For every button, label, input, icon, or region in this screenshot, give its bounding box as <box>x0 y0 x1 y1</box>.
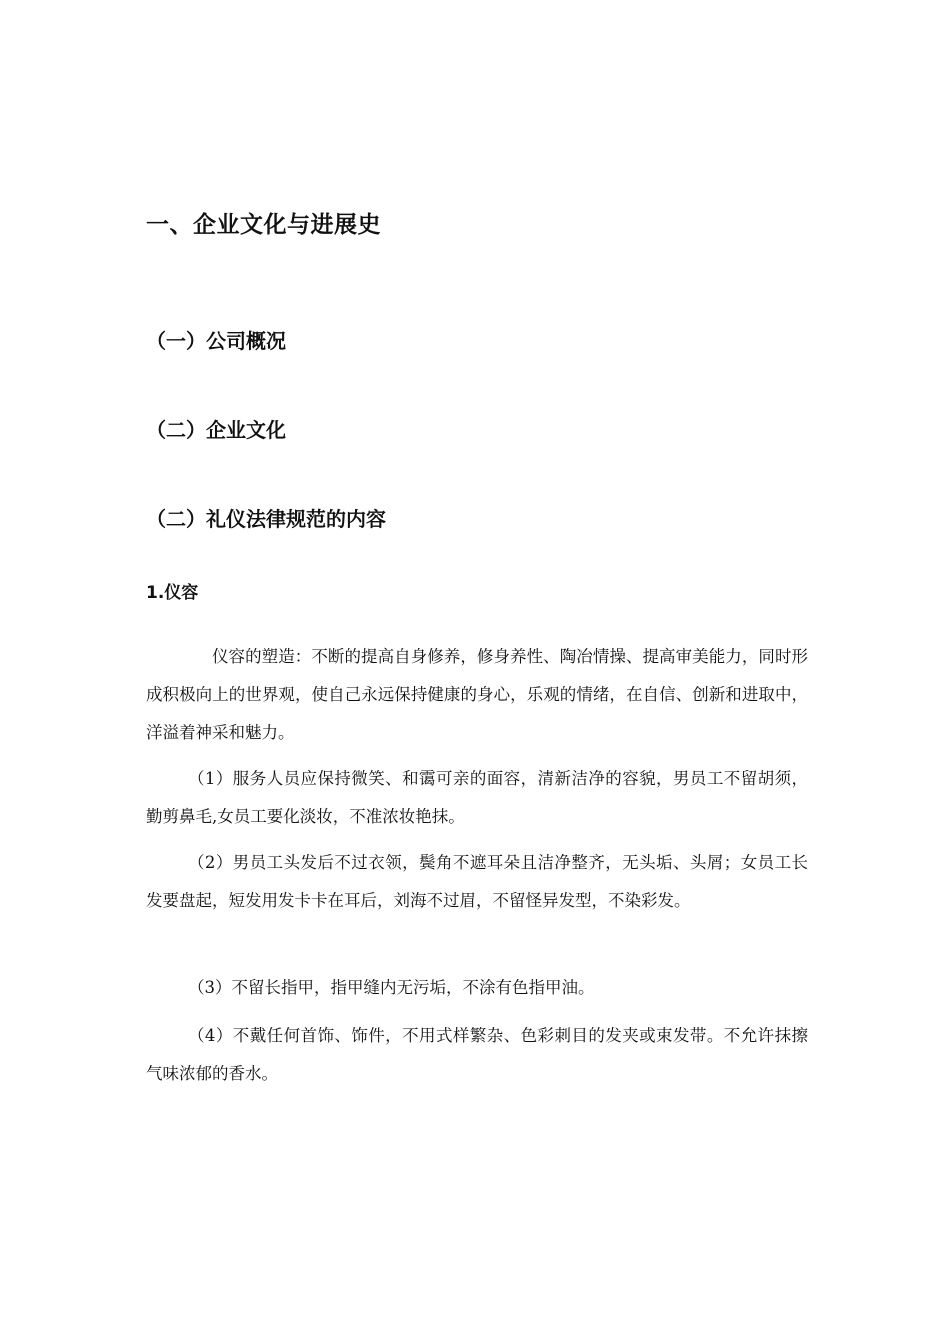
chapter-heading: 一、企业文化与进展史 <box>146 212 381 238</box>
paragraph-item-4: （4）不戴任何首饰、饰件，不用式样繁杂、色彩刺目的发夹或束发带。不允许抹擦气味浓郁的香水。 <box>146 1026 808 1083</box>
paragraph-appearance-intro: 仪容的塑造：不断的提高自身修养，修身养性、陶冶情操、提高审美能力，同时形成积极向上的世界观，使自己永远保持健康的身心，乐观的情绪，在自信、创新和进取中，洋溢着神采和魅力。 <box>146 647 808 742</box>
section-heading-company-overview: （一）公司概况 <box>146 329 286 353</box>
paragraph-item-3: （3）不留长指甲，指甲缝内无污垢，不涂有色指甲油。 <box>188 978 595 997</box>
paragraph-item-1: （1）服务人员应保持微笑、和霭可亲的面容，清新洁净的容貌，男员工不留胡须，勤剪鼻毛,女员工要化淡妆，不准浓妆艳抹。 <box>146 769 808 826</box>
paragraph-item-2: （2）男员工头发后不过衣领，鬓角不遮耳朵且洁净整齐，无头垢、头屑；女员工长发要盘起，短发用发卡卡在耳后，刘海不过眉，不留怪异发型，不染彩发。 <box>146 853 808 910</box>
subsection-heading-appearance: 1.仪容 <box>146 583 199 603</box>
section-heading-etiquette-norms: （二）礼仪法律规范的内容 <box>146 507 386 531</box>
section-heading-corporate-culture: （二）企业文化 <box>146 418 286 442</box>
